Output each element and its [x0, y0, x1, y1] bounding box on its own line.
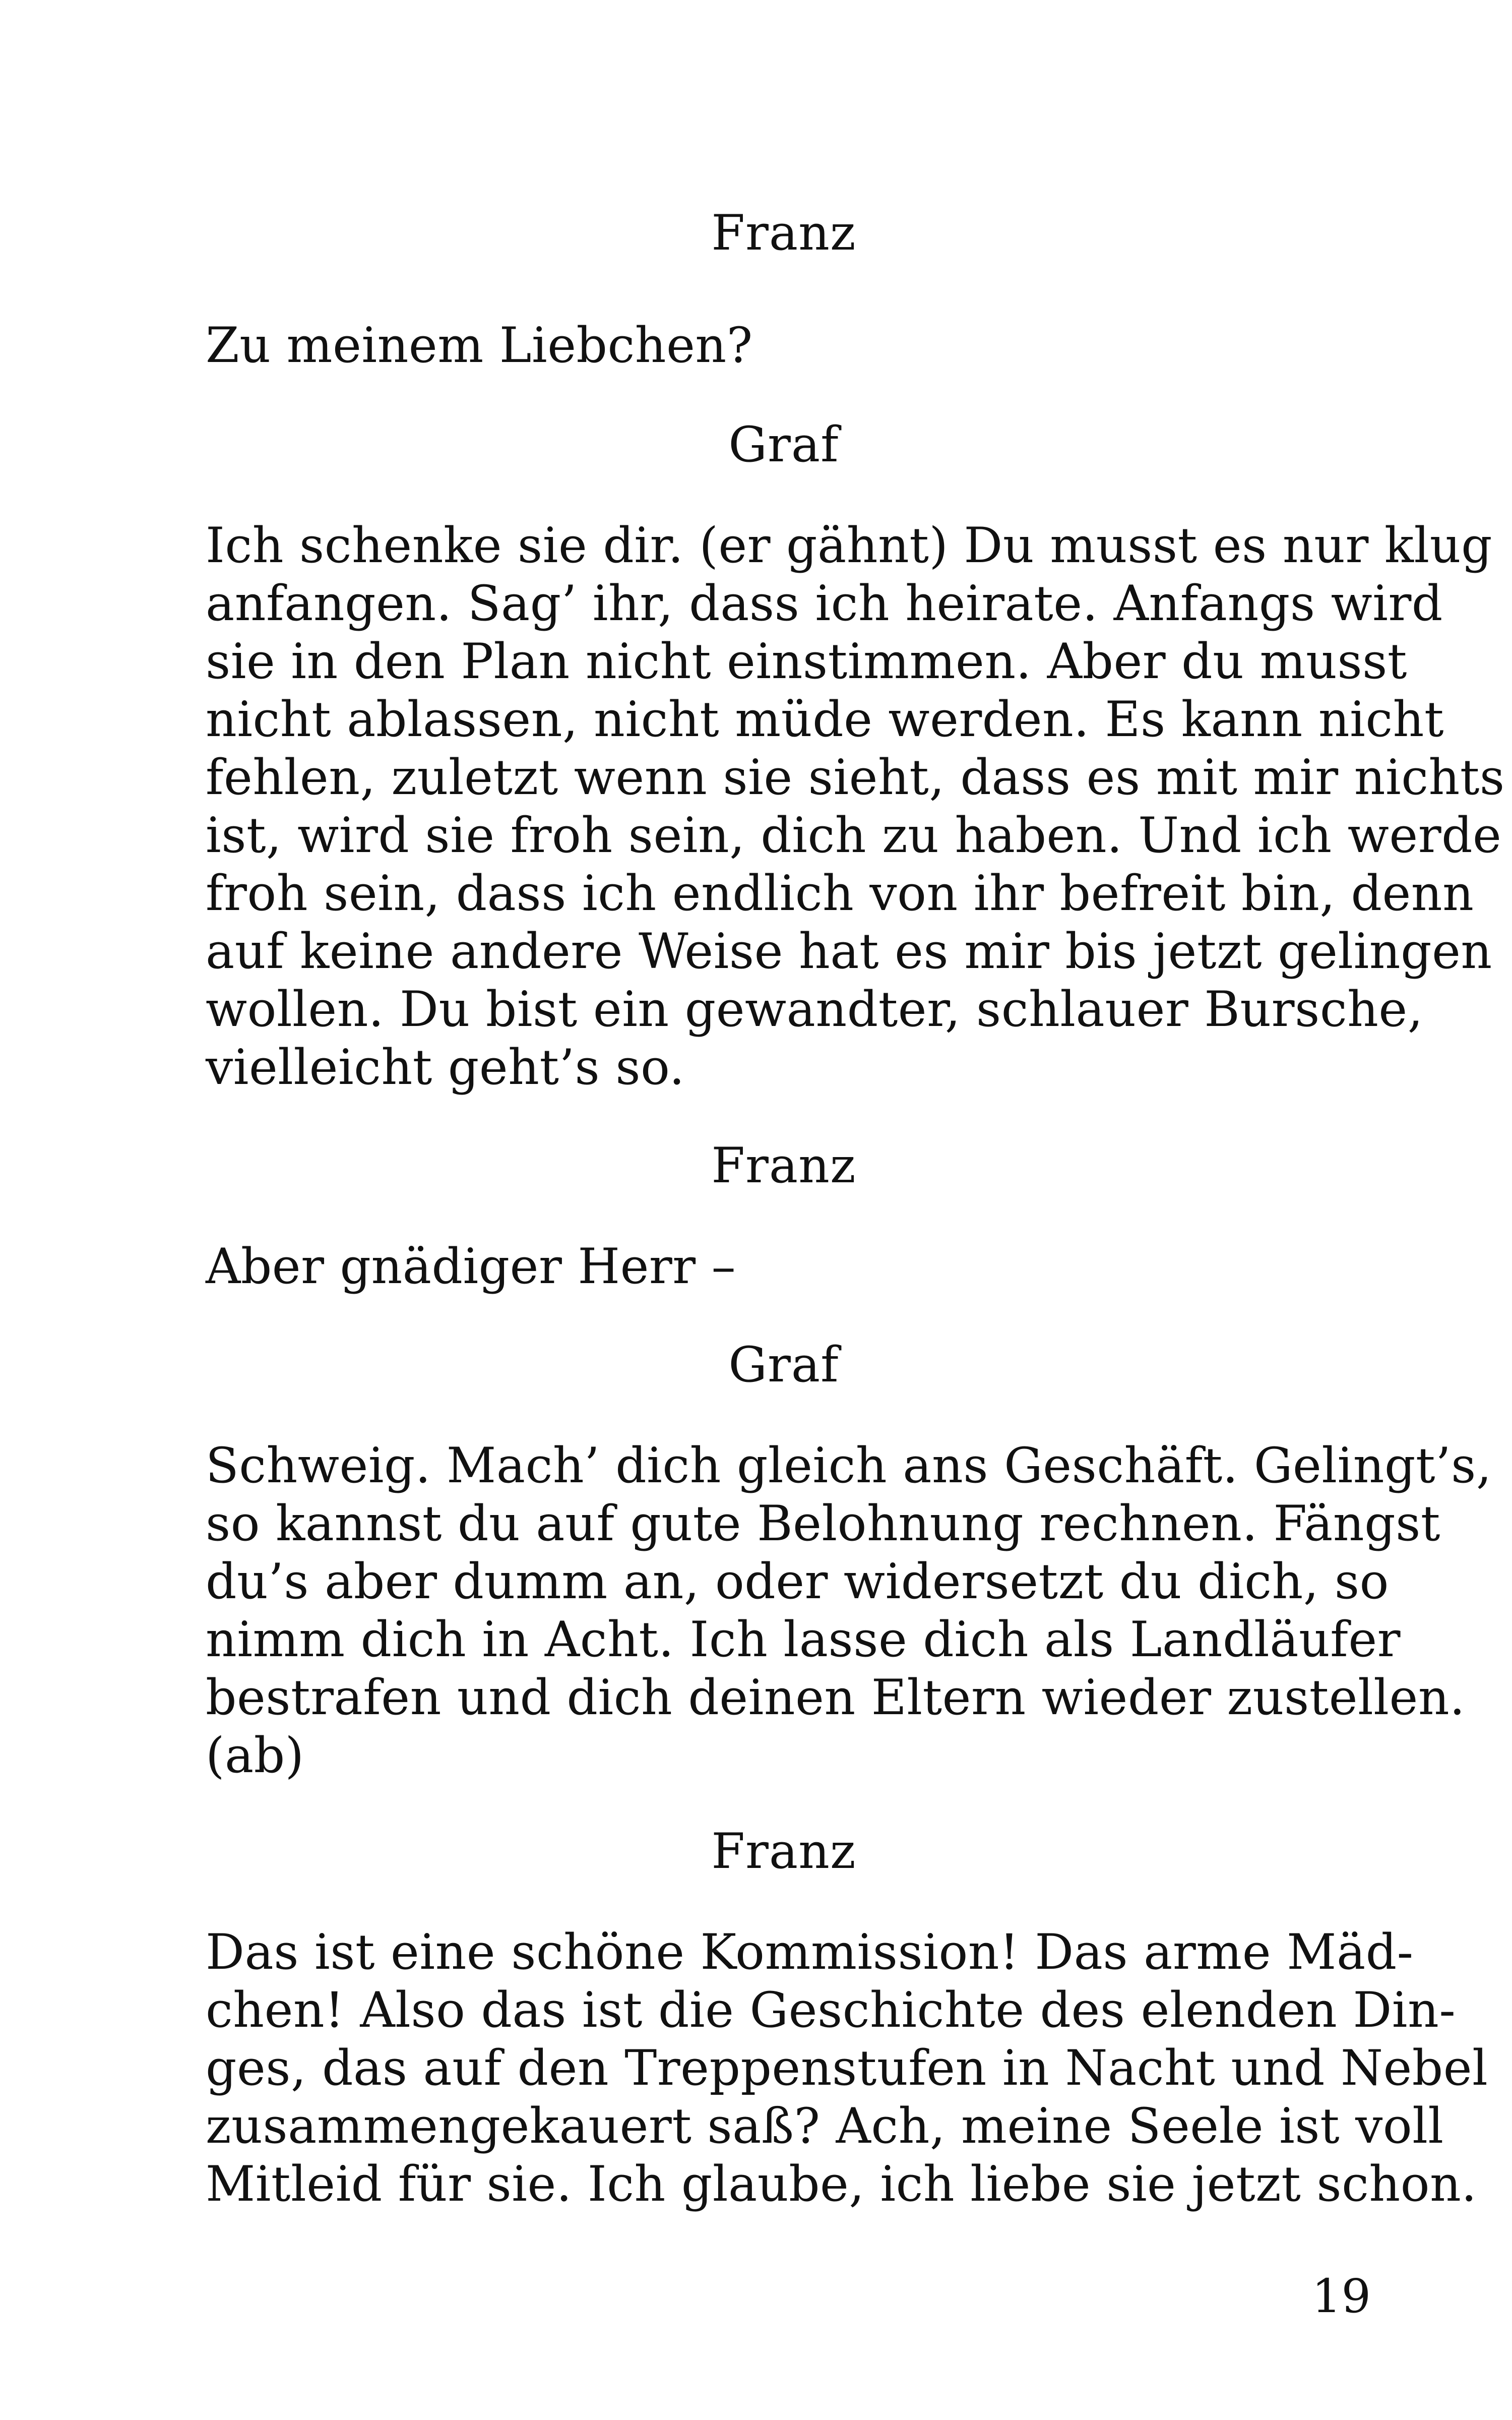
speech-line: Schweig. Mach’ dich gleich ans Geschäft. Gelingt’s, — [206, 1437, 1492, 1494]
speech-line: froh sein, dass ich endlich von ihr befreit bin, denn — [206, 865, 1474, 922]
speech-line: bestrafen und dich deinen Eltern wieder zustellen. — [206, 1669, 1466, 1726]
speech-block — [206, 1238, 1365, 1296]
speech-block — [206, 1437, 1492, 1785]
speaker-name: Graf — [728, 1337, 839, 1393]
speech-line: nimm dich in Acht. Ich lasse dich als Landläufer — [206, 1611, 1401, 1668]
speech-block — [206, 1923, 1488, 2213]
speech-block — [206, 517, 1505, 1097]
speech-line: ges, das auf den Treppenstufen in Nacht und Nebel — [206, 2040, 1488, 2096]
speech-line: Mitleid für sie. Ich glaube, ich liebe sie jetzt schon. — [206, 2156, 1477, 2212]
speech-line: ist, wird sie froh sein, dich zu haben. Und ich werde — [206, 807, 1502, 864]
speaker-name: Franz — [711, 1823, 856, 1880]
speech-line: anfangen. Sag’ ihr, dass ich heirate. Anfangs wird — [206, 575, 1443, 632]
speech-line: Aber gnädiger Herr – — [206, 1238, 736, 1295]
speech-line: wollen. Du bist ein gewandter, schlauer Bursche, — [206, 981, 1423, 1038]
speaker-name: Graf — [728, 416, 839, 473]
speech-line: Zu meinem Liebchen? — [206, 317, 753, 374]
speech-line: chen! Also das ist die Geschichte des elenden Din- — [206, 1982, 1456, 2038]
speech-line: Das ist eine schöne Kommission! Das arme Mäd- — [206, 1924, 1414, 1980]
speaker-name: Franz — [711, 205, 856, 261]
speech-line: Ich schenke sie dir. (er gähnt) Du musst es nur klug — [206, 517, 1493, 574]
speaker-name: Franz — [711, 1137, 856, 1194]
speech-line: fehlen, zuletzt wenn sie sieht, dass es mit mir nichts — [206, 749, 1505, 806]
speech-line: du’s aber dumm an, oder widersetzt du dich, so — [206, 1553, 1389, 1610]
speech-block — [206, 317, 1365, 375]
speech-line: vielleicht geht’s so. — [206, 1039, 685, 1096]
speech-line: (ab) — [206, 1727, 304, 1784]
speech-line: sie in den Plan nicht einstimmen. Aber du musst — [206, 633, 1407, 690]
speech-line: zusammengekauert saß? Ach, meine Seele ist voll — [206, 2098, 1444, 2154]
speech-line: auf keine andere Weise hat es mir bis jetzt gelingen — [206, 923, 1492, 980]
page-number: 19 — [1311, 2269, 1371, 2323]
speech-line: nicht ablassen, nicht müde werden. Es kann nicht — [206, 691, 1444, 748]
speech-line: so kannst du auf gute Belohnung rechnen. Fängst — [206, 1495, 1440, 1552]
